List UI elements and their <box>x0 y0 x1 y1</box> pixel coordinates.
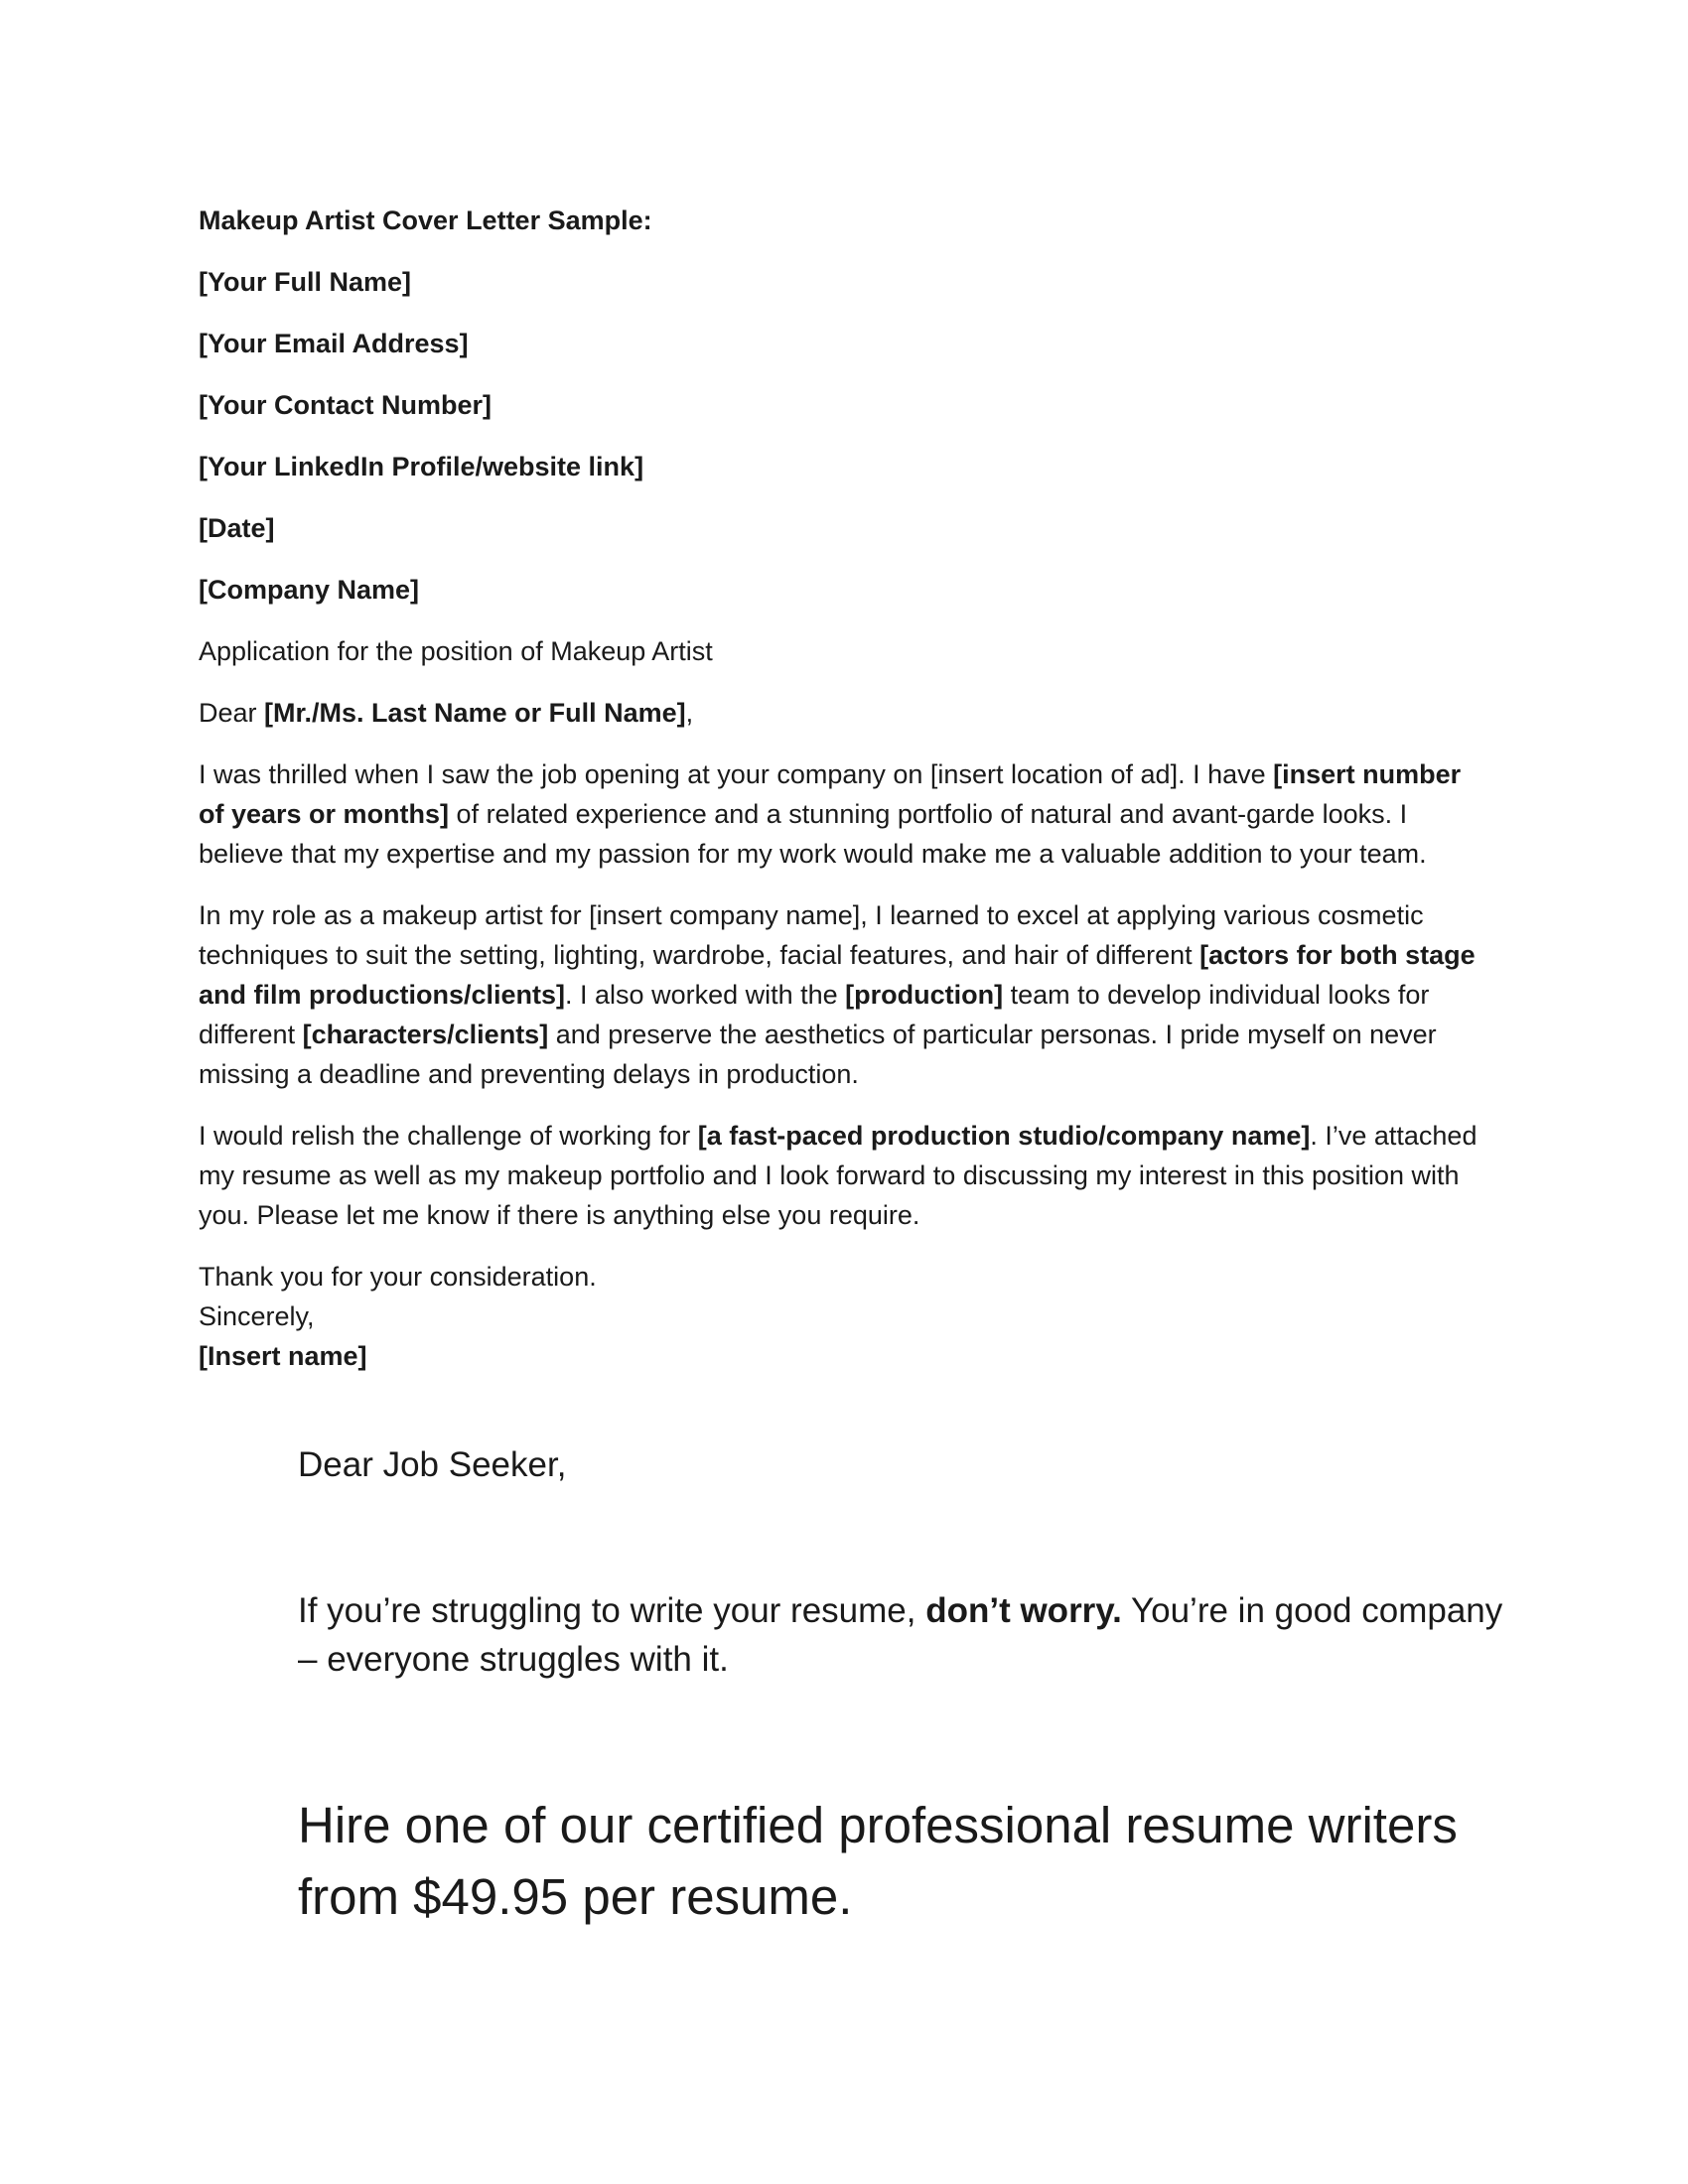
email-placeholder: [Your Email Address] <box>199 329 469 358</box>
paragraph-1: I was thrilled when I saw the job opening at your company on [insert location of ad]. I have [insert number of years or months] of related experience and a stunning portfolio of natural and avant-garde looks. I believe that my expertise and my passion for my work would make me a valuable addition to your team. <box>199 759 1462 869</box>
thanks-line: Thank you for your consideration. <box>199 1262 597 1292</box>
full-name-placeholder: [Your Full Name] <box>199 267 412 297</box>
date-placeholder: [Date] <box>199 513 275 543</box>
paragraph-3: I would relish the challenge of working for [a fast-paced production studio/company name]. I’ve attached my resume as well as my makeup portfolio and I look forward to discussing my interest in this position with you. Please let me know if there is anything else you require. <box>199 1121 1477 1230</box>
letter-title: Makeup Artist Cover Letter Sample: <box>199 205 652 235</box>
closing-block <box>199 1257 1489 1376</box>
signature-placeholder: [Insert name] <box>199 1341 367 1371</box>
cover-letter <box>199 201 1489 1376</box>
linkedin-placeholder: [Your LinkedIn Profile/website link] <box>199 452 644 481</box>
ad-headline: Hire one of our certified professional resume writers from $49.95 per resume. <box>298 1797 1458 1925</box>
sign-off: Sincerely, <box>199 1301 315 1331</box>
ad-message: If you’re struggling to write your resume, don’t worry. You’re in good company – everyone struggles with it. <box>298 1591 1503 1679</box>
contact-placeholder: [Your Contact Number] <box>199 390 492 420</box>
ad-greeting: Dear Job Seeker, <box>298 1445 567 1484</box>
salutation: Dear [Mr./Ms. Last Name or Full Name], <box>199 698 694 728</box>
paragraph-2: In my role as a makeup artist for [insert company name], I learned to excel at applying various cosmetic techniques to suit the setting, lighting, wardrobe, facial features, and hair of different [actors for both stage and film productions/clients]. I also worked with the [production] team to develop individual looks for different [characters/clients] and preserve the aesthetics of particular personas. I pride myself on never missing a deadline and preventing delays in production. <box>199 900 1476 1089</box>
company-placeholder: [Company Name] <box>199 575 420 605</box>
subject-line: Application for the position of Makeup Artist <box>199 636 713 666</box>
